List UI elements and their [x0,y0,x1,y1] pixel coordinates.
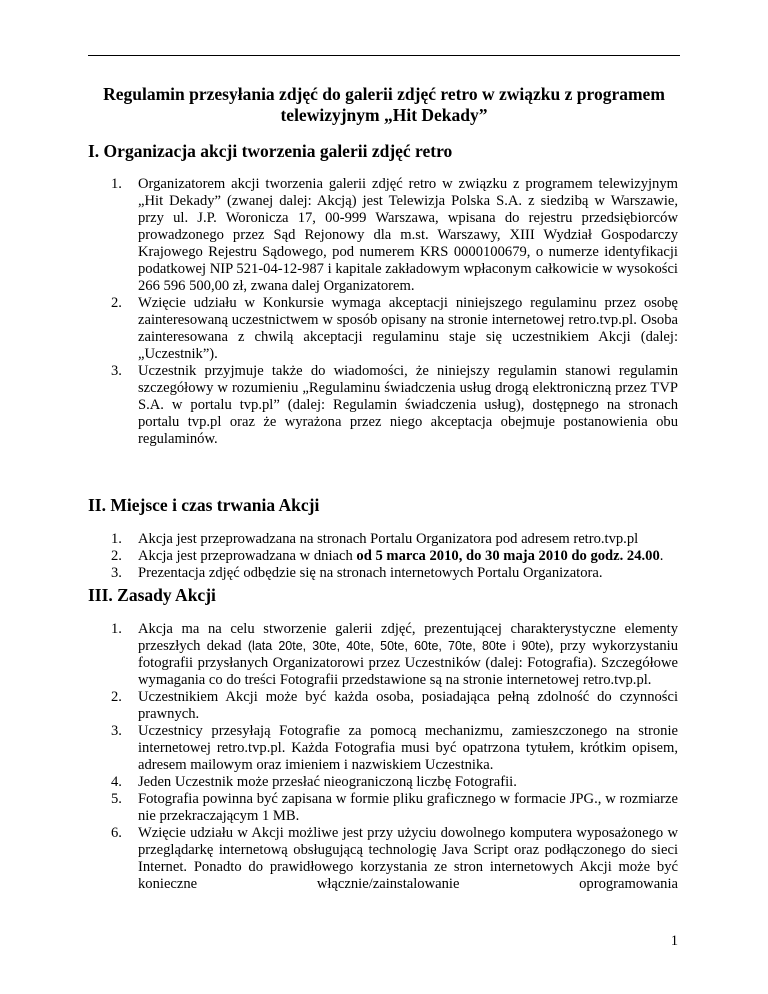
list-item [111,531,678,548]
list-item [111,774,678,791]
item-text: Wzięcie udziału w Konkursie wymaga akceptacji niniejszego regulaminu przez osobę zainteresowaną uczestnictwem w sposób opisany na stronie internetowej retro.tvp.pl. Osoba zainteresowana z chwilą akceptacji regulaminu staje się uczestnikiem Akcji (dalej: „Uczestnik”). [138,295,678,362]
item-number: 1. [111,531,122,547]
item-number: 2. [111,689,122,705]
list-item [111,791,678,825]
item-text-end: , przy wykorzystaniu fotografii przysłanych Organizatorowi przez Uczestników (dalej: Fotografia). Szczegółowe wymagania co do treści Fotografii przedstawione są na stronie internetowej retro.tvp.pl. [138,638,678,688]
item-text: Akcja jest przeprowadzana w dniach [138,548,357,564]
header-rule [88,55,680,56]
section-2-heading: II. Miejsce i czas trwania Akcji [88,495,320,515]
item-number: 3. [111,723,122,739]
list-item [111,689,678,723]
section-3-list [111,621,678,893]
item-text: Wzięcie udziału w Akcji możliwe jest przy użyciu dowolnego komputera wyposażonego w przeglądarkę internetową obsługującą technologię Java Script oraz podłączonego do sieci Internet. Ponadto do prawidłowego korzystania ze stron internetowych Akcji może być konieczne włącznie/zainstalowanie oprogramowania [138,825,678,892]
section-3-heading: III. Zasady Akcji [88,585,216,605]
item-number: 2. [111,295,122,311]
list-item [111,825,678,893]
list-item [111,548,678,565]
list-item [111,565,678,582]
list-item [111,723,678,774]
list-item [111,295,678,363]
item-number: 4. [111,774,122,790]
item-number: 3. [111,363,122,379]
decades-note: (lata 20te, 30te, 40te, 50te, 60te, 70te, 80te i 90te) [247,639,550,653]
campaign-dates: od 5 marca 2010, do 30 maja 2010 do godz. 24.00 [356,548,660,564]
item-text-end: . [659,548,664,564]
item-text: Jeden Uczestnik może przesłać nieograniczoną liczbę Fotografii. [138,774,517,790]
item-text: Akcja ma na celu stworzenie galerii zdjęć, prezentującej charakterystyczne elementy przeszłych dekad [138,621,678,654]
item-text: Prezentacja zdjęć odbędzie się na stronach internetowych Portalu Organizatora. [138,565,603,581]
item-number: 6. [111,825,122,841]
item-number: 5. [111,791,122,807]
item-text: Uczestnicy przesyłają Fotografie za pomocą mechanizmu, zamieszczonego na stronie internetowej retro.tvp.pl. Każda Fotografia musi być opatrzona tytułem, krótkim opisem, adresem mailowym oraz imieniem i nazwiskiem Uczestnika. [138,723,678,773]
item-number: 2. [111,548,122,564]
list-item [111,363,678,448]
section-1-list [111,176,678,448]
section-2-list [111,531,678,582]
document-title: Regulamin przesyłania zdjęć do galerii zdjęć retro w związku z programem telewizyjnym „Hit Dekady” [103,84,665,125]
section-1-heading: I. Organizacja akcji tworzenia galerii zdjęć retro [88,141,453,161]
list-item [111,621,678,689]
item-text: Akcja jest przeprowadzana na stronach Portalu Organizatora pod adresem retro.tvp.pl [138,531,639,547]
item-text: Uczestnikiem Akcji może być każda osoba, posiadająca pełną zdolność do czynności prawnych. [138,689,678,722]
page-number: 1 [670,933,678,949]
item-text: Organizatorem akcji tworzenia galerii zdjęć retro w związku z programem telewizyjnym „Hit Dekady” (zwanej dalej: Akcją) jest Telewizja Polska S.A. z siedzibą w Warszawie, przy ul. J.P. Woronicza 17, 00-999 Warszawa, wpisana do rejestru przedsiębiorców prowadzonego przez Sąd Rejonowy dla m.st. Warszawy, XIII Wydział Gospodarczy Krajowego Rejestru Sądowego, pod numerem KRS 0000100679, o numerze identyfikacji podatkowej NIP 521-04-12-987 i kapitale zakładowym wpłaconym całkowicie w wysokości 266 596 500,00 zł, zwana dalej Organizatorem. [138,176,678,294]
item-text: Fotografia powinna być zapisana w formie pliku graficznego w formacie JPG., w rozmiarze nie przekraczającym 1 MB. [138,791,678,824]
item-number: 1. [111,176,122,192]
list-item [111,176,678,295]
item-text: Uczestnik przyjmuje także do wiadomości, że niniejszy regulamin stanowi regulamin szczegółowy w rozumieniu „Regulaminu świadczenia usług drogą elektroniczną przez TVP S.A. w portalu tvp.pl” (dalej: Regulamin świadczenia usług), dostępnego na stronach portalu tvp.pl oraz że wyrażona przez niego akceptacja obejmuje postanowienia obu regulaminów. [138,363,678,447]
item-number: 3. [111,565,122,581]
item-number: 1. [111,621,122,637]
